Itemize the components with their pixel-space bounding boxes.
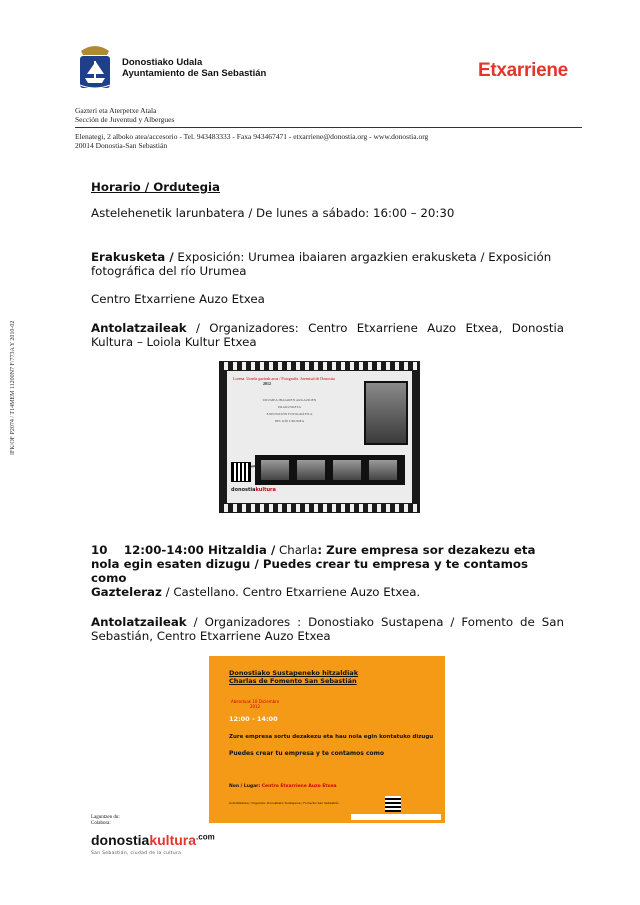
film-frame — [297, 460, 325, 480]
talk-topic: : Zure empresa sor dezakezu eta nola egin esaten dizugu / Puedes crear tu empresa y te contamos como — [91, 543, 536, 585]
contact-address — [75, 132, 428, 150]
exhibition-org-text: / Organizadores: Centro Etxarriene Auzo Etxea, Donostia Kultura – Loiola Kultur Etxea — [91, 321, 564, 349]
poster-date-day: Abenduak 10 Diciembre — [231, 699, 280, 704]
org-name-basque: Donostiako Udala — [122, 57, 203, 68]
talk-title — [91, 543, 564, 585]
talk-organizers — [91, 615, 564, 643]
exhibition-venue: Centro Etxarriene Auzo Etxea — [91, 292, 265, 306]
poster-line-4: DEL RÍO URUMEA — [274, 419, 305, 423]
poster-title — [229, 669, 358, 685]
talk-time: 12:00-14:00 — [123, 543, 204, 557]
poster-title-lines — [237, 397, 342, 425]
poster-time: 12:00 - 14:00 — [229, 715, 278, 723]
collab-spanish: Colabora: — [91, 821, 111, 826]
sponsor-logos-strip — [351, 814, 441, 820]
poster-line-3: EXPOSICIÓN FOTOGRÁFICA — [266, 412, 313, 416]
poster-title-basque: Donostiako Sustapeneko hitzaldiak — [229, 669, 359, 677]
talk-language — [91, 585, 564, 599]
exhibition-description — [91, 250, 564, 278]
city-hall-name — [122, 57, 266, 79]
poster-line-2: ERAKUSKETA — [277, 405, 302, 409]
film-perforations-bottom — [219, 504, 420, 512]
section-name — [75, 106, 174, 124]
talk-label: Hitzaldia / — [207, 543, 276, 557]
schedule-title: Horario / Ordutegia — [91, 180, 221, 194]
poster-header-text: Lorena. Urnela gazteak aroa / Fotografía. Juventud de Donostia — [233, 376, 335, 381]
logo-tagline: San Sebastián, ciudad de la cultura — [91, 851, 182, 856]
film-perforations-top — [219, 362, 420, 370]
side-reference-code: IFK/OF P2074 / T14MEM 11200N7 F/773A Y 2010-02 — [10, 320, 16, 455]
exhibition-poster-image — [219, 361, 420, 513]
poster-organizers: Antolatzailea / Organiza: Donostiako Sustapena / Fomento San Sebastián — [229, 801, 339, 805]
talk-org-label: Antolatzaileak — [91, 615, 187, 629]
schedule-hours: Astelehenetik larunbatera / De lunes a sábado: 16:00 – 20:30 — [91, 206, 455, 220]
donostiakultura-logo-small: donostiakultura — [231, 487, 276, 493]
film-frame — [333, 460, 361, 480]
poster-date-year: 2012 — [249, 704, 261, 709]
film-frame — [369, 460, 397, 480]
collaboration-label — [91, 815, 120, 827]
collab-basque: Laguntzen du: — [91, 815, 120, 820]
poster-place: Non / Lugar: Centro Etxarriene Auzo Etxea — [229, 784, 337, 789]
film-frame — [261, 460, 289, 480]
section-spanish: Sección de Juventud y Albergues — [75, 115, 175, 124]
section-basque: Gazteri eta Aterpetxe Atala — [75, 106, 157, 115]
talk-day: 10 — [91, 543, 108, 557]
poster-date — [231, 699, 279, 709]
talk-poster-image — [209, 656, 445, 823]
talk-language-label: Gazteleraz — [91, 585, 162, 599]
exhibition-text: Exposición: Urumea ibaiaren argazkien erakusketa / Exposición fotográfica del río Urumea — [91, 250, 552, 278]
address-line: Elenategi, 2 alboko atea/accesorio - Tel. 943483333 - Faxa 943467471 - etxarriene@donostia.org - www.donostia.org — [75, 132, 429, 141]
donostiakultura-logo: donostiakultura$^{.com}$ — [91, 832, 215, 848]
photo-film-strip — [255, 455, 405, 485]
etxarriene-logo: Etxarriene — [478, 60, 568, 81]
poster-title-spanish: Charlas de Fomento San Sebastián — [229, 677, 357, 685]
address-city: 20014 Donostia-San Sebastián — [75, 141, 168, 150]
talk-kind: Charla — [275, 543, 318, 557]
talk-language-text: / Castellano. Centro Etxarriene Auzo Etxea. — [161, 585, 421, 599]
exhibition-label: Erakusketa / — [91, 250, 174, 264]
poster-line-basque: Zure empresa sortu dezakezu eta hau nola egin kontatuko dizugu — [229, 734, 434, 740]
org-name-spanish: Ayuntamiento de San Sebastián — [122, 68, 267, 79]
poster-header — [233, 376, 335, 386]
exhibition-organizers — [91, 321, 564, 349]
talk-org-text: / Organizadores : Donostiako Sustapena / Fomento de San Sebastián, Centro Etxarriene Auzo Etxea — [91, 615, 564, 643]
qr-code-icon — [385, 796, 401, 812]
poster-line-spanish: Puedes crear tu empresa y te contamos como — [229, 750, 385, 757]
house-photo — [364, 381, 408, 445]
exhibition-org-label: Antolatzaileak — [91, 321, 187, 335]
poster-line-1: URUMEA IBAIAREN ARGAZKIEN — [262, 398, 317, 402]
header-divider — [75, 127, 582, 128]
city-crest-logo — [75, 43, 115, 93]
poster-year: 2012 — [263, 381, 271, 386]
qr-code-icon — [231, 462, 251, 482]
